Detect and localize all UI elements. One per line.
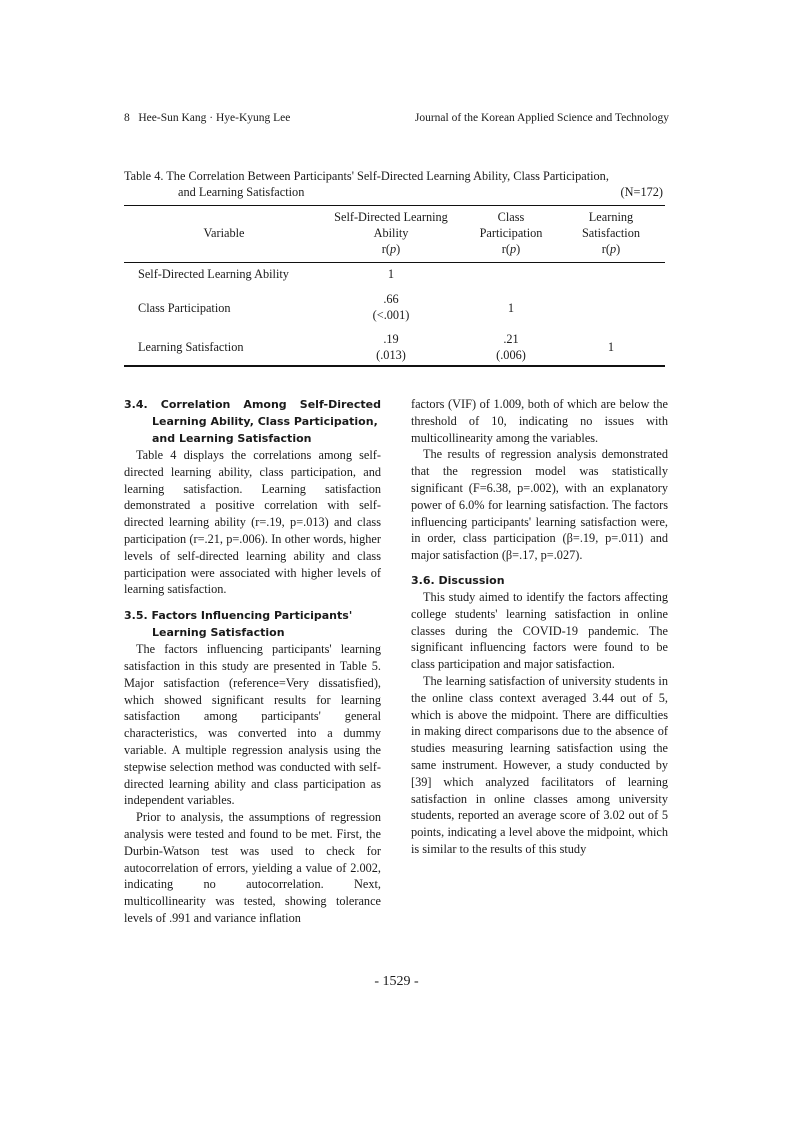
section-3-4-title-3: and Learning Satisfaction <box>152 432 312 445</box>
col-head-cp-3 <box>461 241 561 257</box>
row-label-cp: Class Participation <box>138 301 231 315</box>
col-head-ls-2: Satisfaction <box>581 226 641 240</box>
cell-sdla-sdla: 1 <box>387 267 395 281</box>
section-3-6-heading: 3.6. Discussion <box>411 573 505 587</box>
section-3-5-paragraph-2: Prior to analysis, the assumptions of regression analysis were tested and found to be met. First, the Durbin-Watson test was used to check for autocorrelation of errors, yielding a value of 2.002, indicating no autocorrelation. Next, multicollinearity was tested, showing tolerance levels of .991 and variance inflation <box>124 810 381 925</box>
header-left <box>124 112 290 124</box>
right-column <box>411 396 668 858</box>
section-3-4-title-1: 3.4. Correlation Among Self-Directed <box>124 398 381 411</box>
table-bottom-rule <box>124 365 665 367</box>
section-3-4-heading <box>124 396 381 447</box>
table-top-rule <box>124 205 665 206</box>
cell-ls-sdla-r: .19 <box>383 332 399 346</box>
spacer <box>411 564 668 572</box>
table-mid-rule <box>124 262 665 263</box>
p-symbol: p <box>609 242 617 256</box>
table-caption <box>124 168 669 200</box>
cell-cp-sdla-p: (<.001) <box>372 308 410 322</box>
cell-ls-cp-p: (.006) <box>496 348 526 362</box>
cell-ls-sdla-p: (.013) <box>376 348 406 362</box>
page-number: - 1529 - <box>374 974 419 989</box>
caption-line-1: Table 4. The Correlation Between Participants' Self-Directed Learning Ability, Class Participation, <box>124 169 609 183</box>
section-3-5-heading <box>124 607 381 641</box>
section-3-4-paragraph: Table 4 displays the correlations among self-directed learning ability, class participation, and learning satisfaction. Learning satisfaction demonstrated a positive correlation with self-directed learning ability (r=.19, p=.013) and class participation (r=.21, p=.006). In other words, higher levels of self-directed learning ability and class participation were associated with higher levels of learning satisfaction. <box>124 448 381 597</box>
col-head-cp-1: Class <box>497 210 525 224</box>
continued-paragraph: factors (VIF) of 1.009, both of which are below the threshold of 10, indicating no issues with multicollinearity among the variables. <box>411 397 668 445</box>
col-head-variable: Variable <box>203 226 245 240</box>
left-column <box>124 396 381 927</box>
cell-ls-ls: 1 <box>607 340 615 354</box>
col-head-cp <box>461 209 561 257</box>
header-authors: Hee-Sun Kang · Hye-Kyung Lee <box>138 112 291 124</box>
col-head-ls <box>561 209 661 257</box>
col-head-sdla-2: Ability <box>373 226 409 240</box>
section-3-5-title-2: Learning Satisfaction <box>152 626 285 640</box>
sample-size: (N=172) <box>620 185 663 199</box>
row-label-ls: Learning Satisfaction <box>138 340 244 354</box>
cell-cp-sdla-r: .66 <box>383 292 399 306</box>
cell-ls-cp <box>461 331 561 363</box>
col-head-sdla-1: Self-Directed Learning <box>334 210 448 224</box>
paren: ) <box>616 242 621 256</box>
cell-cp-sdla <box>341 291 441 323</box>
r-label: r( <box>501 242 510 256</box>
cell-ls-cp-r: .21 <box>503 332 519 346</box>
header-journal: Journal of the Korean Applied Science and Technology <box>414 112 669 124</box>
section-3-6-paragraph-1: This study aimed to identify the factors affecting college students' learning satisfaction in online classes during the COVID-19 pandemic. The significant influencing factors were found to be class participation and major satisfaction. <box>411 589 668 672</box>
col-head-cp-2: Participation <box>479 226 543 240</box>
section-3-4-title-2: Learning Ability, Class Participation, <box>152 415 378 428</box>
p-symbol: p <box>509 242 517 256</box>
caption-line-2-wrap <box>124 184 669 200</box>
regression-paragraph: The results of regression analysis demonstrated that the regression model was statistically significant (F=6.38, p=.002), with an explanatory power of 6.0% for learning satisfaction. The factors influencing participants' learning satisfaction were, in order, class participation (β=.19, p=.011) and major satisfaction (β=.17, p=.027). <box>411 447 668 563</box>
section-3-5-title-1: 3.5. Factors Influencing Participants' <box>124 609 353 623</box>
col-head-sdla-3 <box>319 241 463 257</box>
col-head-ls-1: Learning <box>588 210 634 224</box>
col-head-ls-3 <box>561 241 661 257</box>
r-label: r( <box>601 242 610 256</box>
r-label: r( <box>381 242 390 256</box>
col-head-sdla <box>319 209 463 257</box>
spacer <box>124 598 381 607</box>
cell-ls-sdla <box>341 331 441 363</box>
cell-cp-cp: 1 <box>507 301 515 315</box>
section-3-5-paragraph-1: The factors influencing participants' learning satisfaction in this study are presented in Table 5. Major satisfaction (reference=Very dissatisfied), which showed significant results for learning satisfaction among participants' general characteristics, was converted into a dummy variable. A multiple regression analysis using the stepwise selection method was conducted with self-directed learning ability and class participation as independent variables. <box>124 642 381 808</box>
paren: ) <box>396 242 401 256</box>
caption-line-2: and Learning Satisfaction <box>178 185 305 199</box>
row-label-sdla: Self-Directed Learning Ability <box>138 267 289 281</box>
p-symbol: p <box>389 242 397 256</box>
page-number-small: 8 <box>124 112 130 124</box>
section-3-6-paragraph-2: The learning satisfaction of university students in the online class context averaged 3.44 out of 5, which is above the midpoint. There are difficulties in making direct comparisons due to the absence of studies measuring learning satisfaction using the same instrument. However, a study conducted by [39] which analyzed facilitators of learning satisfaction in online classes among university students, reported an average score of 3.02 out of 5 points, indicating a level above the midpoint, which is similar to the results of this study <box>411 673 668 856</box>
paren: ) <box>516 242 521 256</box>
